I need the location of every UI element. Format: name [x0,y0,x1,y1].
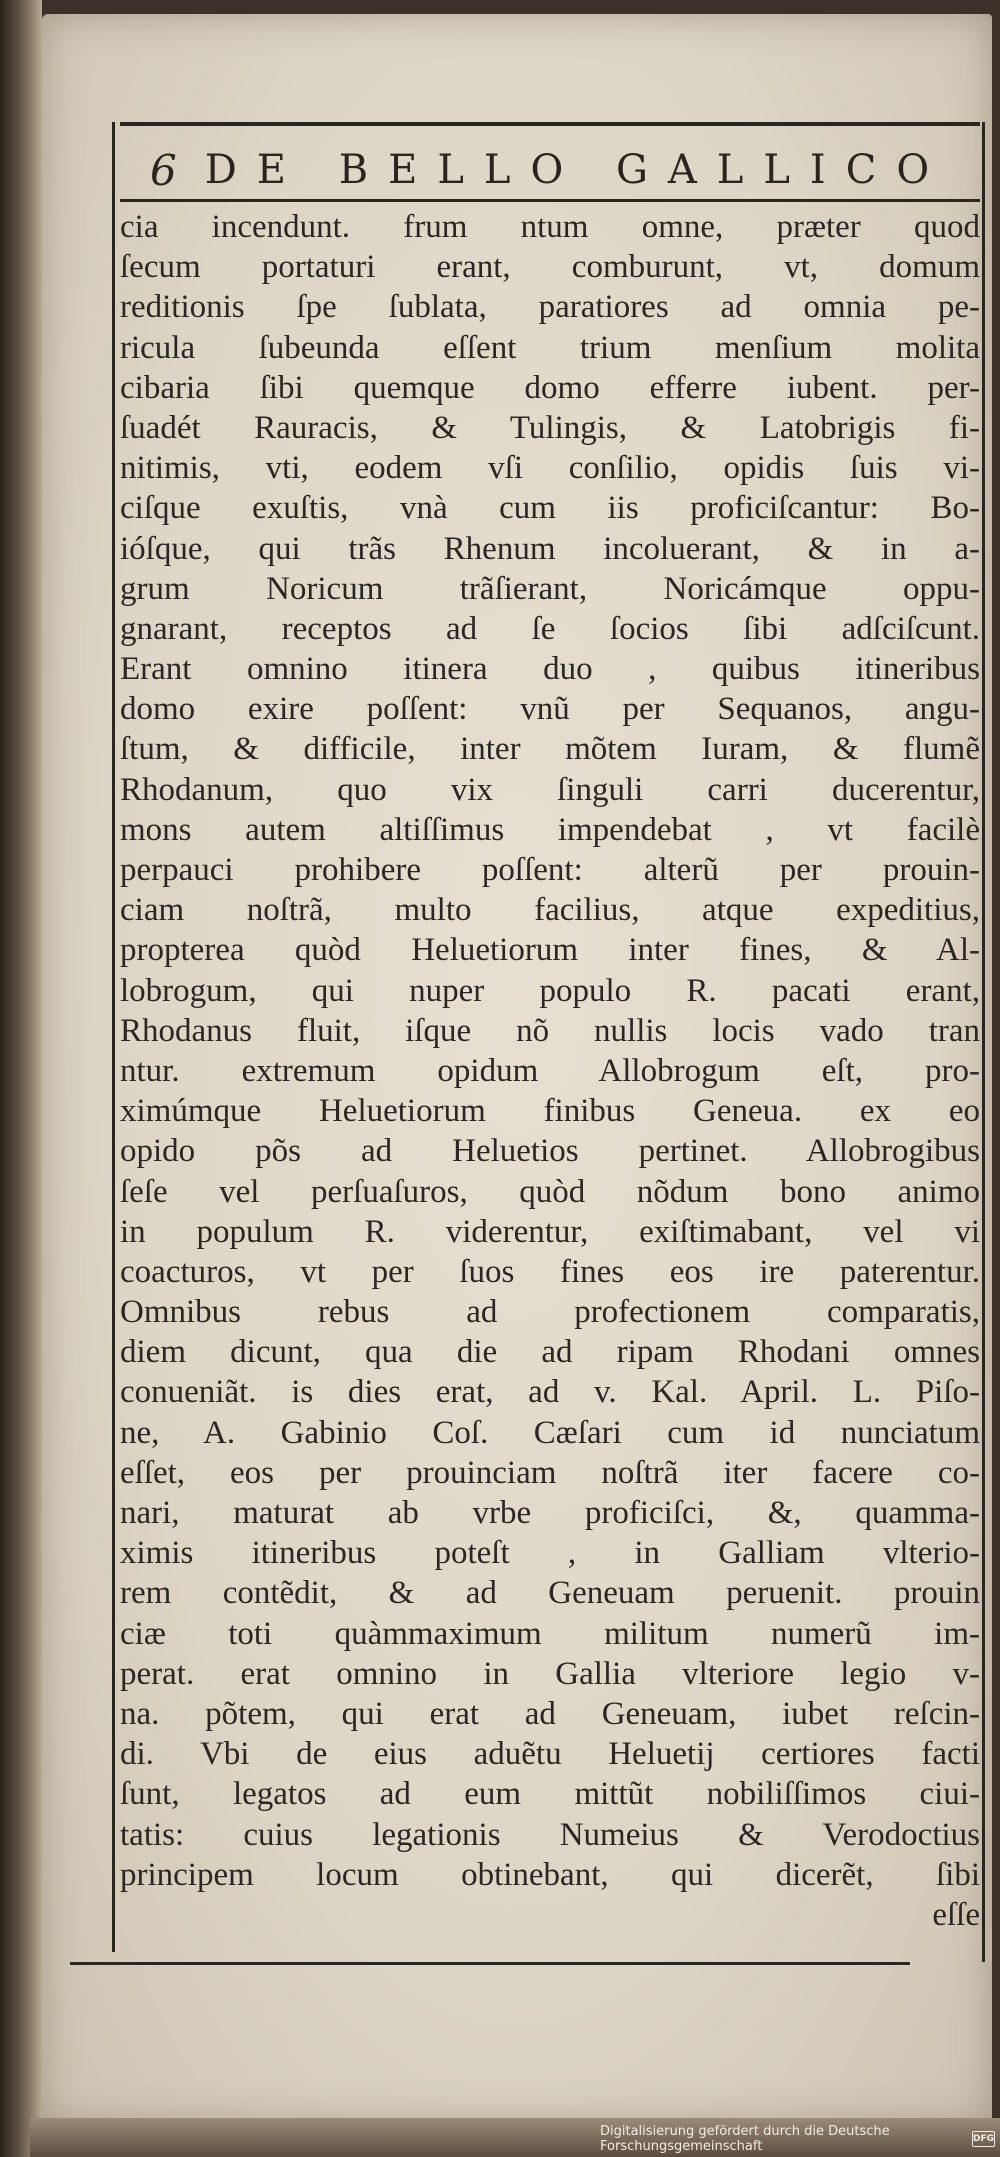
text-line: Erant omnino itinera duo , quibus itineribus [120,651,980,688]
text-line: principem locum obtinebant, qui dicerẽt, ſibi [120,1856,980,1893]
text-line: cibaria ſibi quemque domo efferre iubent. per- [120,369,980,406]
text-line: ſuadét Rauracis, & Tulingis, & Latobrigis fi- [120,409,980,446]
text-line: mons autem altiſſimus impendebat , vt facilè [120,811,980,848]
bottom-rule [70,1962,910,1965]
text-line: nitimis, vti, eodem vſi conſilio, opidis ſuis vi- [120,450,980,487]
text-line: perat. erat omnino in Gallia vlteriore legio v- [120,1655,980,1692]
page-header [150,140,970,200]
digitization-footer [600,2126,995,2152]
text-line: nari, maturat ab vrbe proficiſci, &, quamma- [120,1495,980,1531]
text-line: perpauci prohibere poſſent: alterũ per prouin- [120,852,980,888]
text-line: na. põtem, qui erat ad Geneuam, iubet reſcin- [120,1695,980,1732]
text-line: eſſe [932,1896,980,1933]
text-line: opido põs ad Heluetios pertinet. Allobrogibus [120,1133,980,1170]
text-line: ne, A. Gabinio Coſ. Cæſari cum id nunciatum [120,1414,980,1451]
book-spine [0,0,42,2157]
text-line: Rhodanum, quo vix ſinguli carri ducerentur, [120,771,980,808]
running-head: DE BELLO GALLICO [204,147,950,193]
text-block [120,207,980,1952]
text-line: ſtum, & difficile, inter mõtem Iuram, & flumẽ [120,731,980,768]
text-line: reditionis ſpe ſublata, paratiores ad omnia pe- [120,289,980,326]
text-line: in populum R. viderentur, exiſtimabant, vel vi [120,1213,980,1250]
text-line: ſunt, legatos ad eum mittũt nobiliſſimos ciui- [120,1776,980,1813]
text-line: Omnibus rebus ad profectionem comparatis, [120,1294,980,1331]
text-line: tatis: cuius legationis Numeius & Verodoctius [120,1816,980,1853]
text-line: ciæ toti quàmmaximum militum numerũ im- [120,1615,980,1652]
text-line: Rhodanus fluit, iſque nõ nullis locis vado tran [120,1012,980,1049]
text-line: ſecum portaturi erant, comburunt, vt, domum [120,249,980,286]
text-line: coacturos, vt per ſuos fines eos ire paterentur. [120,1253,980,1290]
top-rule [120,122,980,126]
text-line: conueniãt. is dies erat, ad v. Kal. April. L. Piſo- [120,1374,980,1411]
page-number: 6 [150,145,177,195]
text-line: grum Noricum trãſierant, Noricámque oppu- [120,570,980,607]
text-line: di. Vbi de eius aduẽtu Heluetij certiores facti [120,1736,980,1773]
text-line: ciſque exuſtis, vnà cum iis proficiſcantur: Bo- [120,490,980,527]
right-margin-rule [982,122,985,1962]
text-line: ſeſe vel perſuaſuros, quòd nõdum bono animo [120,1173,980,1210]
dfg-logo: DFG [972,2131,995,2147]
text-line: rem contẽdit, & ad Geneuam peruenit. prouin [120,1575,980,1612]
text-line: ciam noſtrã, multo facilius, atque expeditius, [120,892,980,929]
text-line: ntur. extremum opidum Allobrogum eſt, pro- [120,1052,980,1089]
text-line: propterea quòd Heluetiorum inter fines, & Al- [120,932,980,969]
text-line: gnarant, receptos ad ſe ſocios ſibi adſciſcunt. [120,610,980,647]
text-line: domo exire poſſent: vnũ per Sequanos, angu- [120,691,980,728]
text-line: ricula ſubeunda eſſent trium menſium molita [120,329,980,366]
footer-credit: Digitalisierung gefördert durch die Deutsche Forschungsgemeinschaft [600,2124,890,2154]
text-line: ximis itineribus poteſt , in Galliam vlterio- [120,1535,980,1572]
text-line: ximúmque Heluetiorum finibus Geneua. ex eo [120,1093,980,1130]
text-line: ióſque, qui trãs Rhenum incoluerant, & in a- [120,530,980,567]
text-line: eſſet, eos per prouinciam noſtrã iter facere co- [120,1454,980,1491]
text-line: diem dicunt, qua die ad ripam Rhodani omnes [120,1334,980,1371]
left-margin-rule [112,122,115,1952]
text-line: cia incendunt. frum ntum omne, præter quod [120,209,980,245]
text-line: lobrogum, qui nuper populo R. pacati erant, [120,972,980,1009]
